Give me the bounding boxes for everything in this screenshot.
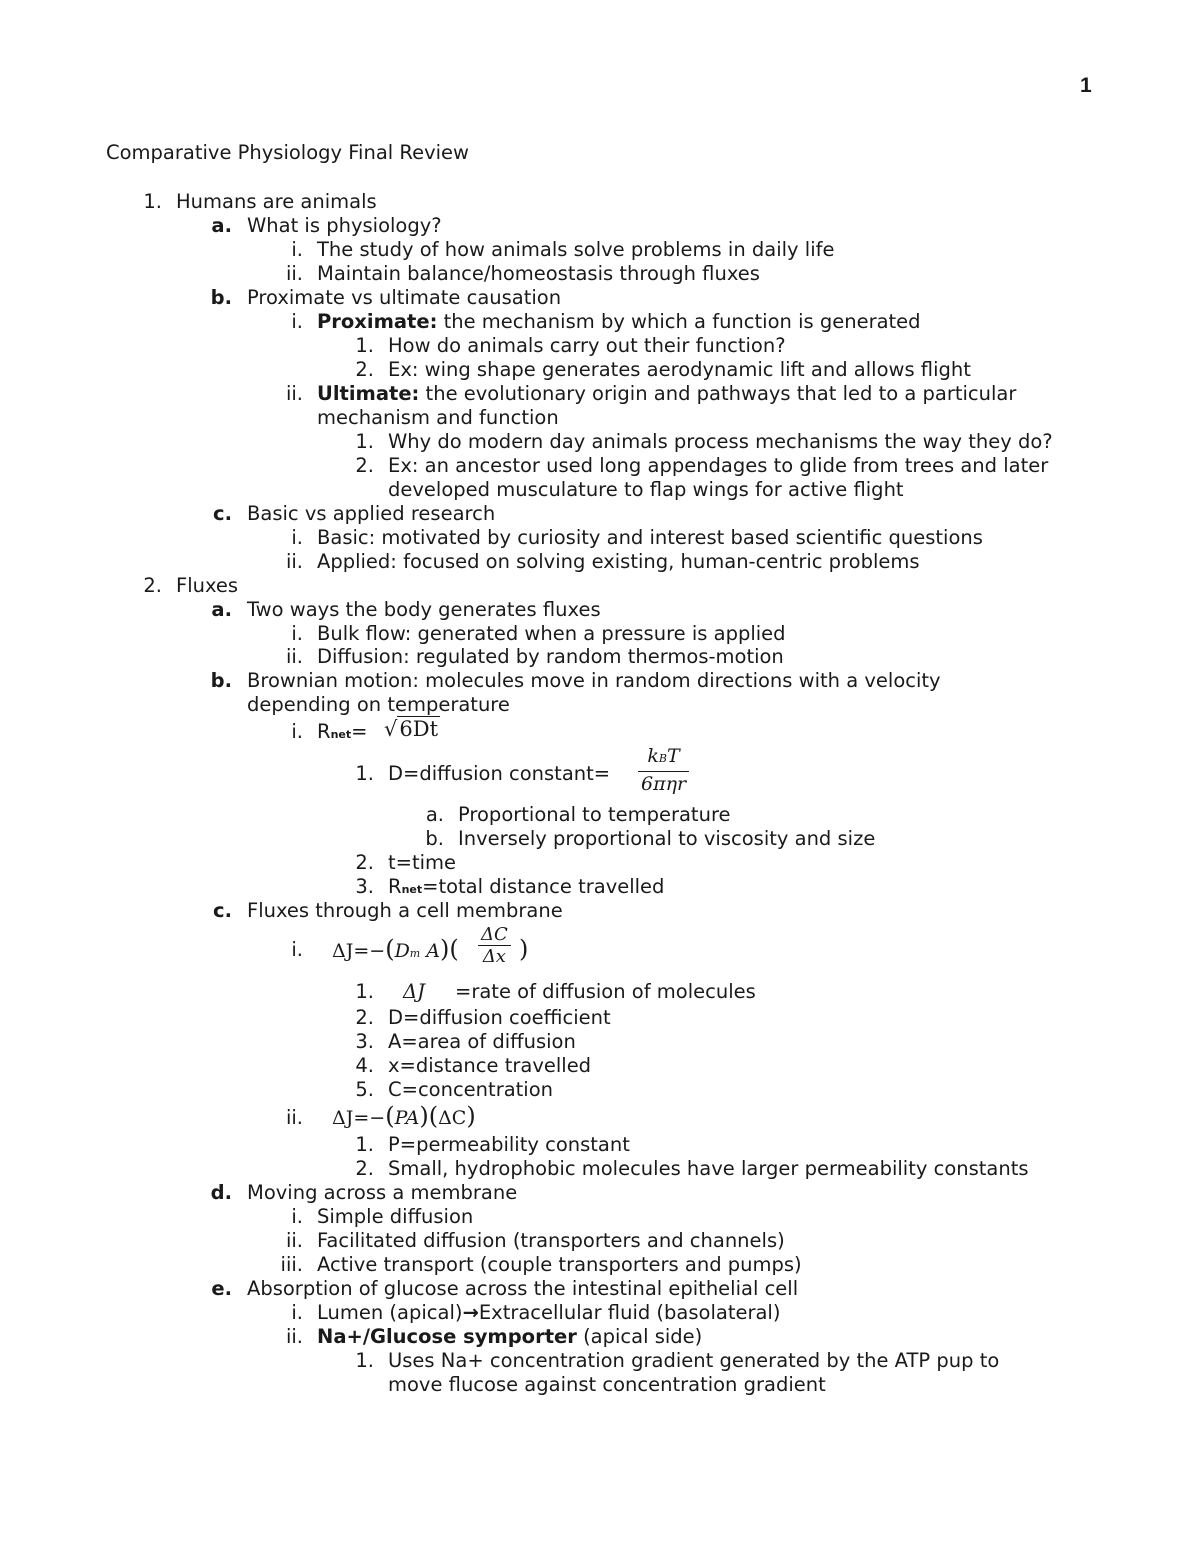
item-marker: b. [210,286,232,309]
item-text: Inversely proportional to viscosity and size [458,827,876,850]
item-marker: ii. [285,1325,303,1348]
item-text: Absorption of glucose across the intestinal epithelial cell [247,1277,799,1300]
item-text: Moving across a membrane [247,1181,518,1204]
item-marker: 1. [355,1133,374,1156]
item-marker: iii. [280,1253,303,1276]
item-text: D=diffusion coefficient [388,1006,611,1029]
r-symbol: R [388,875,402,898]
frac-k: k [647,745,659,767]
item-marker: b. [210,669,232,692]
item-text: Fluxes [176,574,239,597]
frac-denominator: 6πηr [641,773,687,795]
item-marker: 2. [355,851,374,874]
item-text: the evolutionary origin and pathways that led to a particular [419,382,1017,405]
item-text: Lumen (apical) [317,1301,463,1324]
item-text: Two ways the body generates fluxes [247,598,601,621]
sqrt-radicand: 6Dt [399,717,439,741]
eq1-close-paren: ) [519,935,529,963]
item-text: Facilitated diffusion (transporters and channels) [317,1229,785,1252]
item-marker: 2. [355,358,374,381]
item-marker: i. [291,1205,303,1228]
document-title: Comparative Physiology Final Review [106,141,469,164]
item-text: Fluxes through a cell membrane [247,899,563,922]
item-text: Basic vs applied research [247,502,496,525]
item-marker: i. [291,310,303,333]
item-marker: e. [211,1277,232,1300]
item-text: Ex: an ancestor used long appendages to glide from trees and later [388,454,1049,477]
eq2-PA: PA [394,1107,420,1129]
item-marker: 1. [355,762,374,785]
flux-fraction [478,924,511,967]
item-text: Simple diffusion [317,1205,474,1228]
term-symporter: Na+/Glucose symporter [317,1325,577,1348]
item-text: P=permeability constant [388,1133,630,1156]
item-marker: i. [291,720,303,743]
item-text: A=area of diffusion [388,1030,576,1053]
item-text: Basic: motivated by curiosity and interest based scientific questions [317,526,983,549]
sqrt-expression: √6Dt [384,717,439,741]
item-text: Small, hydrophobic molecules have larger permeability constants [388,1157,1029,1180]
item-marker: 4. [355,1054,374,1077]
item-marker: 2. [355,454,374,477]
item-marker: a. [425,803,444,826]
item-text: C=concentration [388,1078,554,1101]
item-text: What is physiology? [247,214,442,237]
item-text: Proximate vs ultimate causation [247,286,562,309]
item-text: depending on temperature [247,693,510,716]
item-marker: ii. [285,1106,303,1129]
item-text: Brownian motion: molecules move in random directions with a velocity [247,669,941,692]
item-marker: ii. [285,645,303,668]
item-marker: 2. [355,1006,374,1029]
eq1-numerator: ΔC [481,924,508,945]
item-text: move flucose against concentration gradient [388,1373,826,1396]
item-marker: 1. [355,430,374,453]
term-ultimate: Ultimate: [317,382,420,405]
eq1-A: A [426,940,441,962]
item-text: x=distance travelled [388,1054,592,1077]
item-marker: i. [291,938,303,961]
eq2-left: ΔJ=− [332,1107,386,1129]
item-text: Uses Na+ concentration gradient generated by the ATP pup to [388,1349,1000,1372]
eq1-D: D [394,940,410,962]
item-text: =total distance travelled [422,875,665,898]
item-marker: i. [291,1301,303,1324]
item-text: Why do modern day animals process mechanisms the way they do? [388,430,1053,453]
item-marker: ii. [285,1229,303,1252]
frac-T: T [666,745,680,767]
item-marker: 1. [355,334,374,357]
item-text: =rate of diffusion of molecules [455,980,756,1003]
page-number: 1 [1080,74,1092,97]
r-symbol: R [317,720,331,743]
item-marker: i. [291,526,303,549]
item-marker: 3. [355,875,374,898]
r-subscript: net [401,883,423,896]
eq1-denominator: Δx [482,946,506,967]
item-text: Ex: wing shape generates aerodynamic lift and allows flight [388,358,971,381]
item-marker: 1. [355,1349,374,1372]
item-marker: a. [211,214,232,237]
item-text: Maintain balance/homeostasis through fluxes [317,262,760,285]
flux-equation-1: ΔJ=−(Dm A)( [332,935,459,963]
item-marker: i. [291,238,303,261]
item-text: Humans are animals [176,190,377,213]
item-marker: 5. [355,1078,374,1101]
item-text: developed musculature to flap wings for active flight [388,478,904,501]
item-marker: i. [291,622,303,645]
item-marker: c. [213,899,232,922]
item-text: Diffusion: regulated by random thermos-motion [317,645,784,668]
item-text: The study of how animals solve problems in daily life [317,238,835,261]
diffusion-constant-fraction [638,744,689,796]
item-text: t=time [388,851,457,874]
item-text: Extracellular fluid (basolateral) [478,1301,781,1324]
term-proximate: Proximate: [317,310,438,333]
item-marker: a. [211,598,232,621]
item-marker: b. [425,827,444,850]
item-text: mechanism and function [317,406,559,429]
item-marker: c. [213,502,232,525]
item-marker: ii. [285,382,303,405]
item-text: Bulk flow: generated when a pressure is applied [317,622,786,645]
item-text: Proportional to temperature [458,803,731,826]
frac-k-subscript: B [658,752,667,765]
item-marker: 1. [143,190,162,213]
eq1-m: m [409,947,421,960]
item-marker: 2. [355,1157,374,1180]
item-marker: ii. [285,550,303,573]
eq1-left: ΔJ=− [332,940,386,962]
arrow-icon: → [462,1301,479,1324]
item-marker: ii. [285,262,303,285]
eq2-dC: ΔC [438,1107,467,1129]
item-marker: d. [210,1181,232,1204]
delta-j-symbol: ΔJ [403,980,425,1003]
equals-sign: = [351,720,368,743]
flux-equation-2: ΔJ=−(PA)(ΔC) [332,1102,476,1130]
r-subscript: net [330,728,352,741]
item-text: Active transport (couple transporters and pumps) [317,1253,802,1276]
item-text: Applied: focused on solving existing, human-centric problems [317,550,920,573]
item-text: the mechanism by which a function is generated [437,310,921,333]
item-marker: 1. [355,980,374,1003]
item-marker: 3. [355,1030,374,1053]
item-marker: 2. [143,574,162,597]
item-text: D=diffusion constant= [388,762,611,785]
item-text: (apical side) [576,1325,703,1348]
item-text: How do animals carry out their function? [388,334,786,357]
